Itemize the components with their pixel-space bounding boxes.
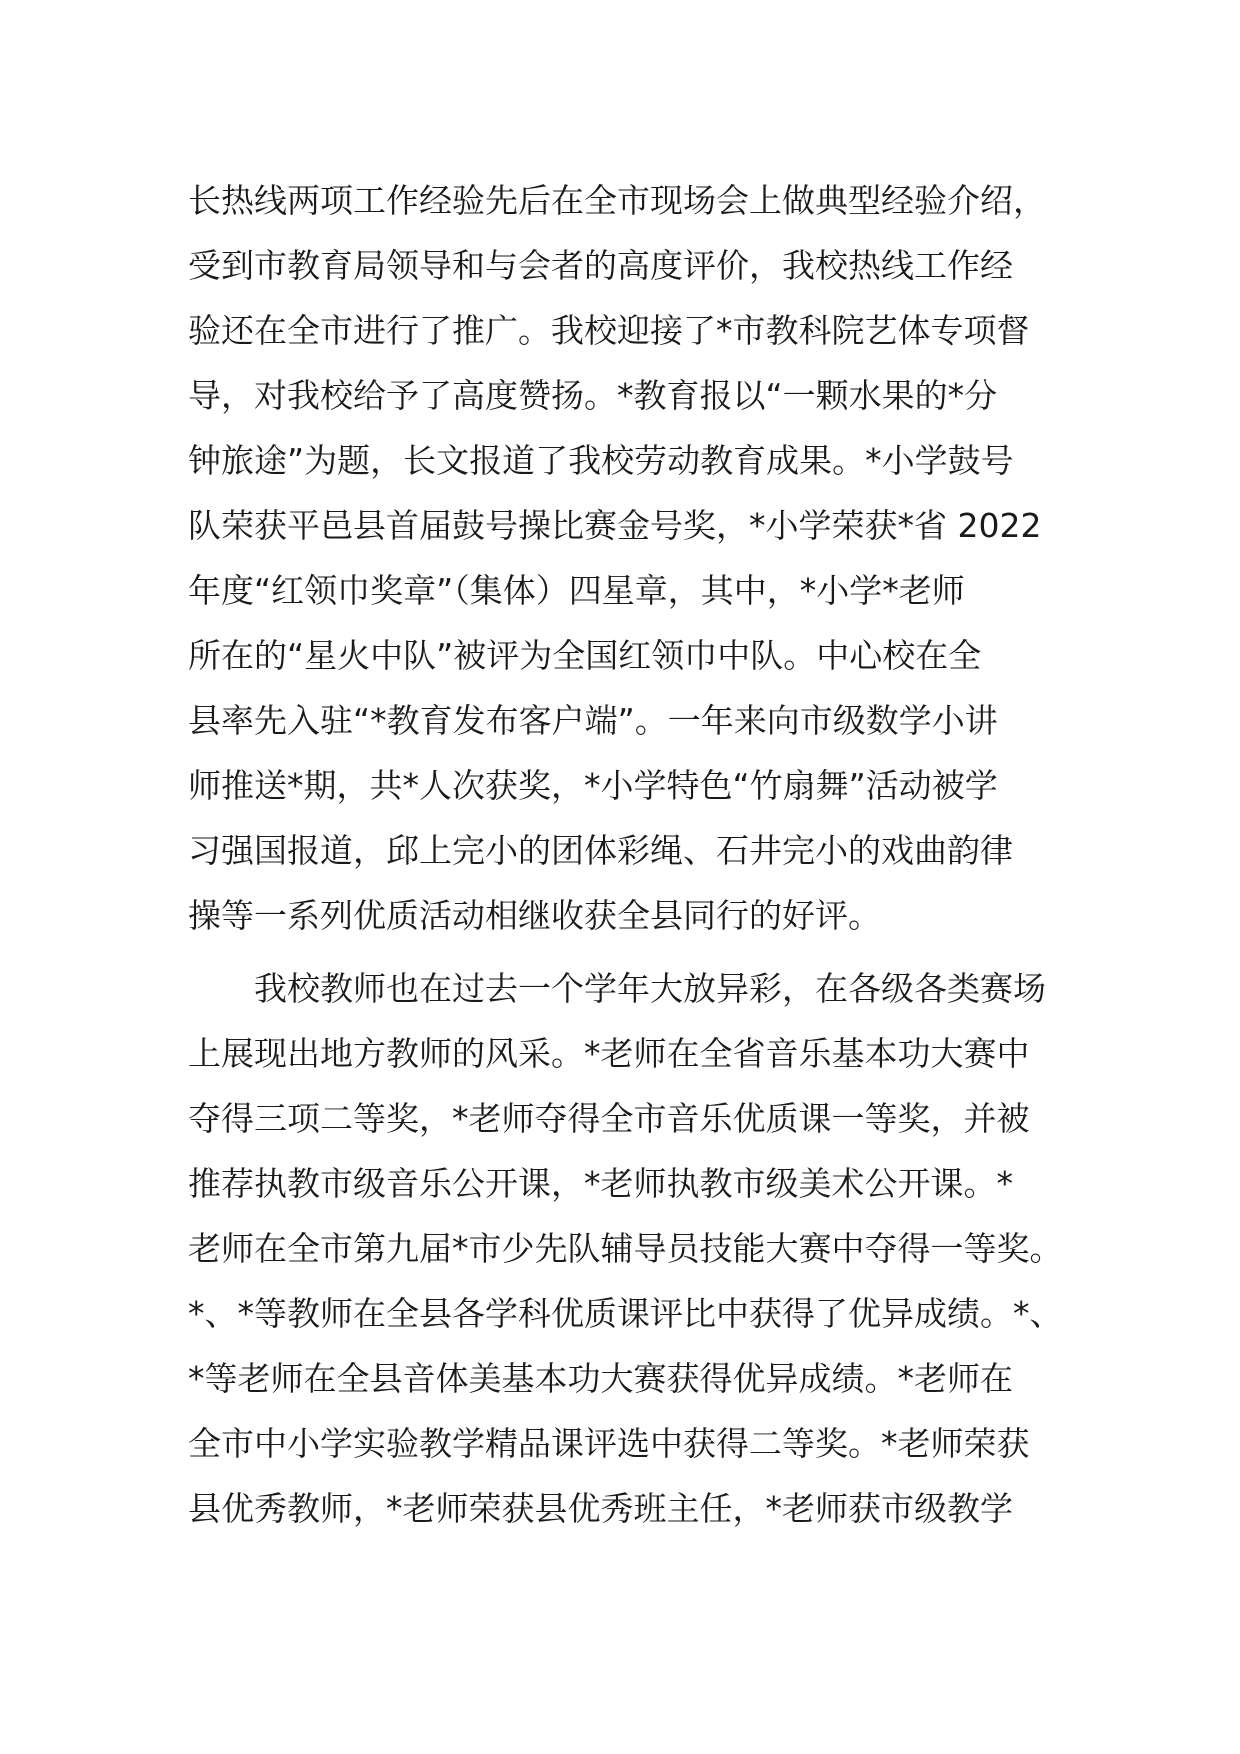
paragraph-line: 老师在全市第九届*市少先队辅导员技能大赛中夺得一等奖。 xyxy=(188,1229,1063,1268)
paragraph-line: 队荣获平邑县首届鼓号操比赛金号奖，*小学荣获*省 2022 xyxy=(188,506,1042,545)
paragraph-line: 全市中小学实验教学精品课评选中获得二等奖。*老师荣获 xyxy=(188,1424,1030,1463)
paragraph-line: 受到市教育局领导和与会者的高度评价，我校热线工作经 xyxy=(188,246,1013,285)
paragraph-line: 钟旅途”为题，长文报道了我校劳动教育成果。*小学鼓号 xyxy=(188,441,1014,480)
paragraph-1 xyxy=(188,168,1068,948)
paragraph-line: 县优秀教师，*老师荣获县优秀班主任，*老师获市级教学 xyxy=(188,1489,1013,1528)
paragraph-2 xyxy=(188,956,1068,1541)
paragraph-line: 长热线两项工作经验先后在全市现场会上做典型经验介绍， xyxy=(188,181,1046,220)
paragraph-line: 所在的“星火中队”被评为全国红领巾中队。中心校在全 xyxy=(188,636,982,675)
paragraph-line: *、*等教师在全县各学科优质课评比中获得了优异成绩。*、 xyxy=(188,1294,1063,1333)
paragraph-line: 推荐执教市级音乐公开课，*老师执教市级美术公开课。* xyxy=(188,1164,1013,1203)
paragraph-line: 导，对我校给予了高度赞扬。*教育报以“一颗水果的*分 xyxy=(188,376,998,415)
paragraph-line: 上展现出地方教师的风采。*老师在全省音乐基本功大赛中 xyxy=(188,1034,1030,1073)
paragraph-line: 习强国报道，邱上完小的团体彩绳、石井完小的戏曲韵律 xyxy=(188,831,1013,870)
paragraph-line: 我校教师也在过去一个学年大放异彩，在各级各类赛场 xyxy=(188,969,1046,1008)
paragraph-line: 验还在全市进行了推广。我校迎接了*市教科院艺体专项督 xyxy=(188,311,1030,350)
paragraph-line: 操等一系列优质活动相继收获全县同行的好评。 xyxy=(188,896,881,935)
paragraph-line: *等老师在全县音体美基本功大赛获得优异成绩。*老师在 xyxy=(188,1359,1013,1398)
paragraph-line: 师推送*期，共*人次获奖，*小学特色“竹扇舞”活动被学 xyxy=(188,766,998,805)
paragraph-line: 夺得三项二等奖，*老师夺得全市音乐优质课一等奖，并被 xyxy=(188,1099,1030,1138)
paragraph-line: 年度“红领巾奖章”（集体）四星章，其中，*小学*老师 xyxy=(188,571,965,610)
paragraph-line: 县率先入驻“*教育发布客户端”。一年来向市级数学小讲 xyxy=(188,701,998,740)
